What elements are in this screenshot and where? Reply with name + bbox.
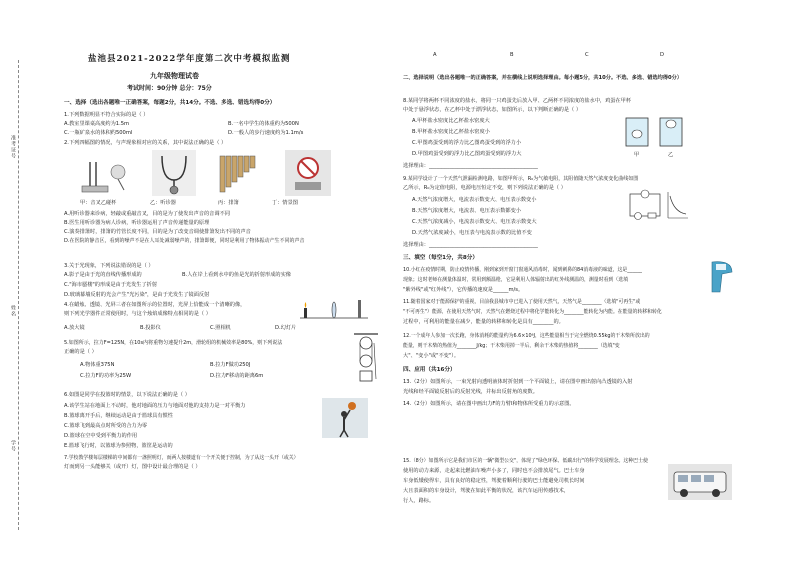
- section-2-title: 二、选择说明（选出各题唯一的正确答案，并在横线上说明选择理由。每小题5分，共10分。不选、多选、错选均得0分）: [403, 75, 683, 81]
- q2-option-b: B.医生用听诊器为病人诊病，听诊器运用了声音传递能量的原理: [64, 220, 210, 226]
- section-3-title: 三、填空（每空1分，共8分）: [403, 255, 478, 261]
- q2-option-a: A.用听诊器来诊病，轻敲或重敲音叉，目的是为了使发出声音的音调不同: [64, 211, 230, 217]
- thermometer-gun-icon: [704, 258, 738, 296]
- q11-line1: 11.随着国家对于能源保护的重视，目前我县城市中已进入了使用天然气，天然气是________（选填"可再生"或: [403, 299, 641, 305]
- top-label-c: C: [585, 52, 589, 58]
- q4-option-c: C.照相机: [210, 325, 231, 331]
- margin-label-exam-id: 准考证号: [10, 135, 16, 159]
- q6-option-e: E.篮球飞行时，以篮球为参照物，篮筐是运动的: [64, 443, 173, 449]
- q6-option-b: B.篮球离开手后，继续运动是由于篮球具有惯性: [64, 413, 173, 419]
- q4-option-b: B.投影仪: [140, 325, 161, 331]
- q3-stem: 3.关于光现象，下列说法错误的是（ ）: [64, 263, 154, 269]
- q15-line1: 15.（8分）如图所示它是我们市区的一辆"微型公交"，体现了"绿色环保、低碳出行"的科学发展理念。这种巴士使: [403, 458, 648, 464]
- margin-label-name: 姓名: [10, 305, 16, 317]
- exam-time-score: 考试时间：90分钟 总分：75分: [127, 85, 212, 92]
- q4-stem-line1: 4.在蜡烛、透镜、光屏三者在如图所示的位置时，光屏上恰能成一个清晰的像，: [64, 302, 246, 308]
- q12-line1: 12.一个成年人参加一次长跑，身体消耗的能量约为6.6×10⁶J，这些能量相当于完全燃烧0.55kg的干木柴所放出的: [403, 333, 650, 339]
- beaker-icon: [622, 112, 686, 152]
- q5-stem-line1: 5.如图所示，拉力F=125N，在10s内将重物匀速提升2m，滑轮组的机械效率是80%，则下列说法: [64, 340, 283, 346]
- quiet-sign-icon: [285, 150, 331, 196]
- q1-option-b: B.一名中学生的体重约为500N: [228, 121, 299, 127]
- q2-label-3: 丙：排箫: [218, 200, 239, 206]
- q12-line2: 能量，则干木柴的热值为________J/kg；干木柴用掉一半后，剩余干木柴的热值将________（选填"变: [403, 343, 620, 349]
- bus-icon: [668, 464, 732, 500]
- q10-line3: "紫外线"或"红外线"），它传播的速度是______m/s。: [403, 287, 524, 293]
- q6-stem: 6.如图是同学在投篮时的情景，以下说法正确的是（ ）: [64, 392, 190, 398]
- q8-option-c: C.甲图鸡蛋受到的浮力比乙图鸡蛋受到的浮力小: [412, 140, 522, 146]
- q9-stem-line1: 9.某同学设计了一个天然气泄漏检测电路，如图甲所示，R₀为气敏电阻，其阻值随天然气浓度变化曲线如图: [403, 176, 639, 182]
- q13-line2: 光线和经平面镜反射后的反射光线，并标出反射角的度数。: [403, 389, 538, 395]
- q11-line2: "不可再生"）能源，在使用天然气时，天然气在燃烧过程中将化学能转化为________能转化为内能。在能量的转移和转化: [403, 309, 662, 315]
- q15-line3: 车身低矮使得车，具有良好的稳定性，驾驶着顺利行驶的巴士能避免司机长时间: [403, 478, 585, 484]
- q2-option-c: C.演奏排箫时，排箫的竹管长度不同，目的是为了改变音调使排箫发出不同的声音: [64, 229, 251, 235]
- q2-label-1: 甲：音叉乙碰杯: [80, 200, 117, 206]
- q14-stem: 14.（2分）如图所示，请在图中画出力F的力臂l和物体所受重力的示意图。: [403, 401, 575, 407]
- q8-fig-label-yi: 乙: [668, 152, 674, 158]
- q8-stem-line2: 中处于悬浮状态，在乙杯中处于漂浮状态，如图所示，以下判断正确的是（ ）: [403, 107, 582, 113]
- q3-option-d: D.玻璃幕墙反射的光会产生"光污染"，是由于光发生了镜面反射: [64, 292, 210, 298]
- q3-option-a: A.影子是由于光的直线传播形成的: [64, 272, 142, 278]
- q1-option-a: A.教室里课桌高度约为1.5m: [64, 121, 130, 127]
- q8-option-a: A.甲杯盐水密度比乙杯盐水密度大: [412, 118, 490, 124]
- q5-stem-line2: 正确的是（ ）: [64, 349, 97, 355]
- q4-option-d: D.幻灯片: [275, 325, 297, 331]
- q8-fig-label-jia: 甲: [634, 152, 640, 158]
- q15-line5: 行人，路标。: [403, 498, 435, 504]
- q8-stem-line1: 8.某同学将两杯不同浓度的盐水，将同一只鸡蛋先后放入甲、乙两杯不同浓度的盐水中，鸡蛋在甲杯: [403, 98, 632, 104]
- q6-option-a: A.该学生站在地面上不动时，他对地面的压力与地面对他的支持力是一对平衡力: [64, 403, 246, 409]
- q5-option-c: C.拉力F的功率为25W: [80, 373, 132, 379]
- q9-reason: 选择理由：__________________________________________: [403, 242, 538, 248]
- q8-option-d: D.甲图鸡蛋受到的浮力比乙图鸡蛋受到的浮力大: [412, 151, 522, 157]
- q9-option-a: A.天然气浓度增大，电流表示数变大、电压表示数变小: [412, 197, 537, 203]
- q1-option-d: D.一般人的步行速度约为1.1m/s: [228, 130, 304, 136]
- q4-option-a: A.放大镜: [64, 325, 85, 331]
- q9-option-c: C.天然气浓度减小，电流表示数变大、电压表示数变大: [412, 219, 537, 225]
- q5-option-b: B.拉力F做功250J: [210, 362, 251, 368]
- q2-stem: 2.下列四幅图的情况，与声现象相对应的关系，其中说法正确的是（ ）: [64, 140, 227, 146]
- q3-option-b: B.人在岸上看到水中的鱼是光的折射形成的实像: [182, 272, 291, 278]
- q7-stem-line1: 7.学校教学楼每层楼梯的中间都有一盏照明灯，而两人按楼道有一个开关便于控制，为了从这一头开（或关）: [64, 455, 299, 461]
- q9-option-b: B.天然气浓度增大，电流表、电压表示数都变小: [412, 208, 521, 214]
- top-label-a: A: [433, 52, 437, 58]
- q2-label-2: 乙：听诊器: [150, 200, 176, 206]
- q9-option-d: D.天然气浓度减小，电压表与电流表示数的比值不变: [412, 230, 532, 236]
- basketball-player-icon: [322, 398, 368, 438]
- q8-option-b: B.甲杯盐水密度比乙杯盐水密度小: [412, 129, 490, 135]
- section-1-title: 一、选择（选出各题唯一正确答案，每题2分，共14分。不选、多选、错选均得0分）: [64, 100, 276, 106]
- binding-line: [18, 60, 19, 530]
- page-subtitle: 九年级物理试卷: [150, 71, 199, 80]
- top-label-b: B: [510, 52, 514, 58]
- q13-line1: 13.（2分）如图所示，一束光射向透明液体时折射到一个平面镜上，请在图中画出射向凸透镜的入射: [403, 379, 633, 385]
- q8-reason: 选择理由：__________________________________________: [403, 163, 538, 169]
- q2-option-d: D.在医院的静音区，看到的噪声不是在人耳处减弱噪声的，排箫即便，同时是利用了物体振动产生不同的声音: [64, 238, 305, 244]
- q10-line2: 现象；这时老师在测量体温时，常用到额温枪，它是利用人体辐射出的红外线测温的，测量时看到（选填: [403, 277, 628, 283]
- candle-lens-icon: [300, 298, 368, 322]
- q6-option-d: D.篮球在空中受到平衡力的作用: [64, 433, 138, 439]
- circuit-icon: [626, 188, 690, 222]
- q5-option-d: D.拉力F移动的距离6m: [210, 373, 264, 379]
- q12-line3: 大"、"变小"或"不变"）。: [403, 353, 460, 359]
- margin-label-student-no: 学号: [10, 440, 16, 452]
- q10-line1: 10.小红在疫情时期，防止疫情传播，刚到家到开窗门窗通风消毒时，闻到刺鼻的84消毒液的味道，这是______: [403, 267, 642, 273]
- q3-option-c: C."海市蜃楼"的形成是由于光发生了折射: [64, 282, 158, 288]
- q11-line3: 过程中，可利用的能量在减少，能量的转移和转化是具有________的。: [403, 319, 564, 325]
- q4-stem-line2: 则下列光学器件正常使用时，与这个烛焰成像特点相同的是（ ）: [64, 311, 211, 317]
- section-4-title: 四、应用（共16分）: [403, 367, 456, 373]
- q1-option-c: C.一瓶矿泉水的体积约500ml: [64, 130, 133, 136]
- q7-stem-line2: 灯而到另一头能够关（或开）灯，图中设计最合理的是（ ）: [64, 464, 201, 470]
- page-title: 盐池县2021-2022学年度第二次中考模拟监测: [88, 54, 291, 64]
- q5-option-a: A.物体重375N: [80, 362, 115, 368]
- top-label-d: D: [660, 52, 664, 58]
- q2-label-4: 丁：情景图: [272, 200, 298, 206]
- q9-stem-line2: 乙所示，R₀为定值电阻，电源电压恒定不变，则下列说法正确的是（ ）: [403, 185, 566, 191]
- q15-line4: 大且表面积的车身设计，驾驶在如此平衡的状况，该汽车运用传感技术，: [403, 488, 570, 494]
- stethoscope-icon: [152, 150, 196, 196]
- panpipe-icon: [218, 152, 258, 196]
- q1-stem: 1.下列数据明显不符合实际的是（ ）: [64, 112, 149, 118]
- q6-option-c: C.篮球飞到最高点时所受的合力为零: [64, 423, 148, 429]
- pulley-icon: [354, 333, 378, 385]
- q15-line2: 使用的动力来源，走起来比燃油车噪声小多了，同时也不会排放尾气。巴士车身: [403, 468, 585, 474]
- tuning-fork-icon: [80, 152, 130, 196]
